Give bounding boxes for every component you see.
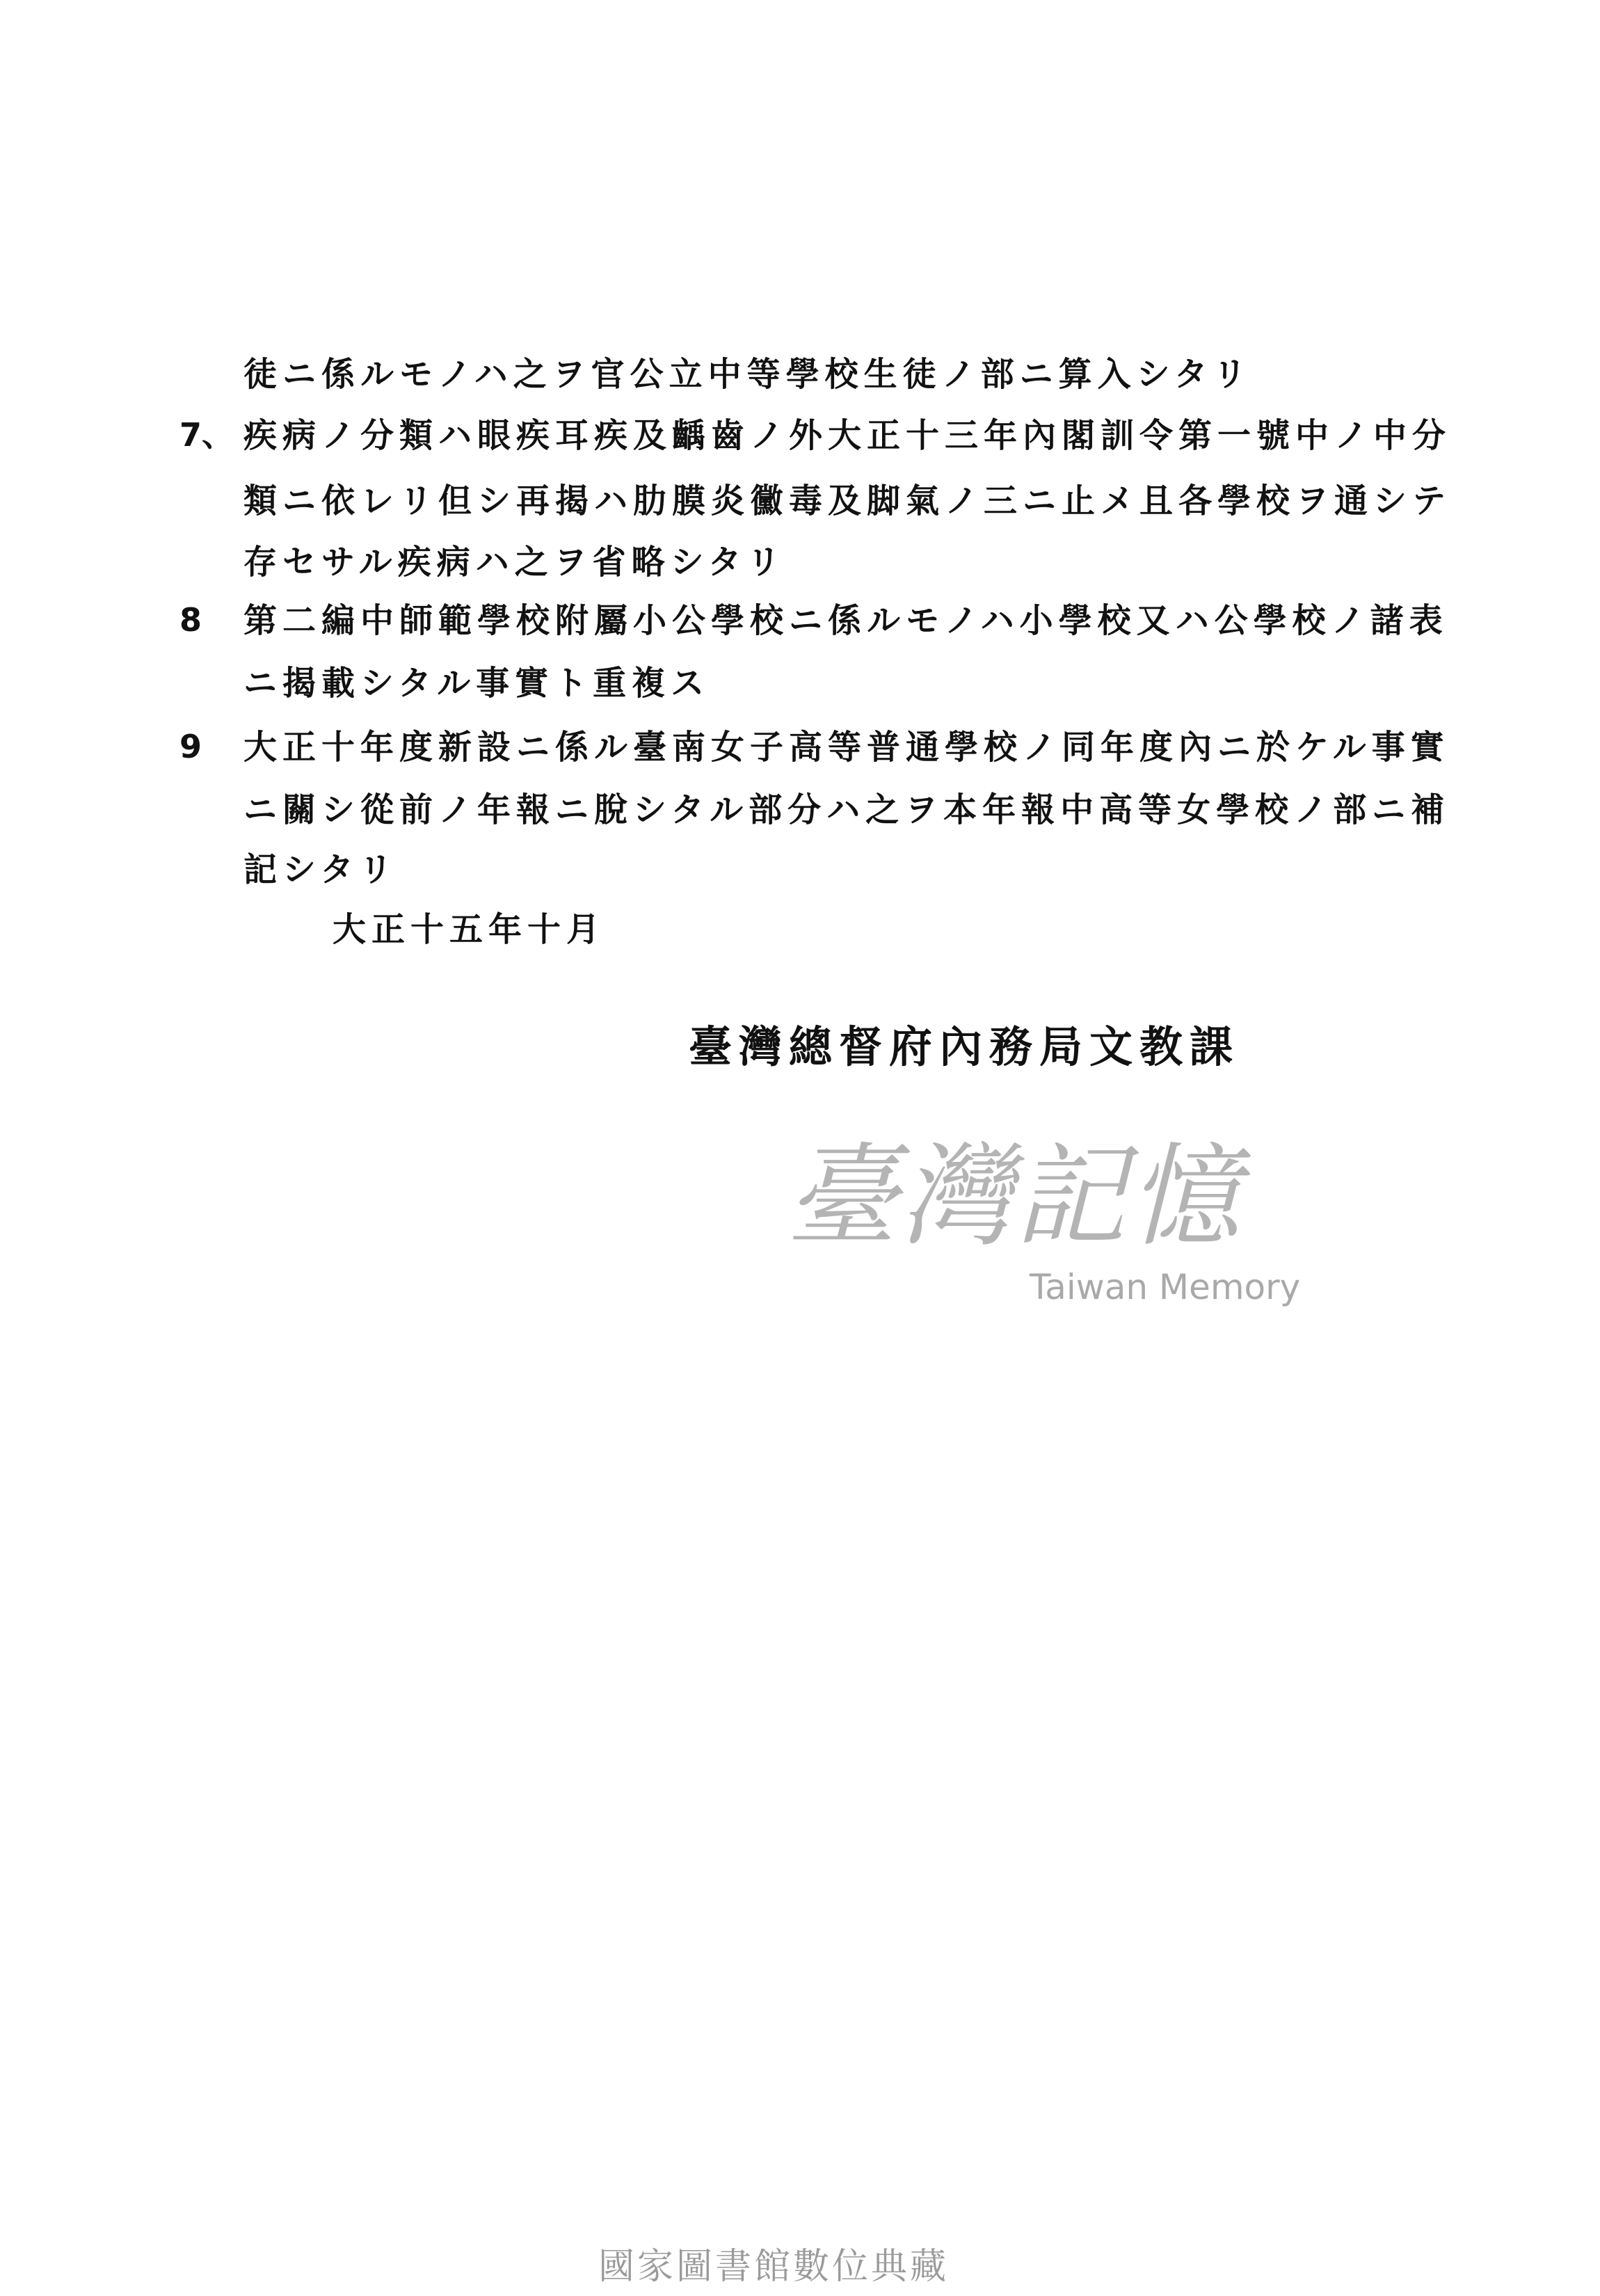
watermark-cjk-text: 臺灣記憶 — [786, 1131, 1243, 1261]
item-number-9: 9 — [179, 728, 202, 765]
taiwan-memory-watermark — [786, 1131, 1301, 1322]
text-line-4: 存セサル疾病ハ之ヲ省略シタリ — [243, 543, 786, 582]
text-line-3: 類ニ依レリ但シ再揭ハ肋膜炎黴毒及脚氣ノ三ニ止メ且各學校ヲ通シテ — [243, 481, 1452, 520]
text-line-9: 記シタリ — [243, 850, 399, 889]
text-line-1: 徒ニ係ルモノハ之ヲ官公立中等學校生徒ノ部ニ算入シタリ — [243, 355, 1252, 394]
footer-archive-label: 國家圖書館數位典藏 — [598, 2246, 950, 2288]
item-number-8: 8 — [179, 601, 202, 639]
text-line-6: ニ揭載シタル事實ト重複ス — [243, 664, 710, 703]
text-line-7: 大正十年度新設ニ係ル臺南女子高等普通學校ノ同年度內ニ於ケル事實 — [243, 728, 1450, 767]
document-date: 大正十五年十月 — [333, 910, 606, 949]
issuer-name: 臺灣總督府內務局文教課 — [689, 1021, 1240, 1072]
watermark-latin-text: Taiwan Memory — [1030, 1267, 1301, 1307]
text-line-5: 第二編中師範學校附屬小公學校ニ係ルモノハ小學校又ハ公學校ノ諸表 — [243, 601, 1448, 640]
text-line-8: ニ關シ從前ノ年報ニ脫シタル部分ハ之ヲ本年報中高等女學校ノ部ニ補 — [243, 790, 1450, 829]
text-line-2: 疾病ノ分類ハ眼疾耳疾及齲齒ノ外大正十三年內閣訓令第一號中ノ中分 — [243, 416, 1452, 455]
item-number-7: 7、 — [179, 416, 234, 454]
